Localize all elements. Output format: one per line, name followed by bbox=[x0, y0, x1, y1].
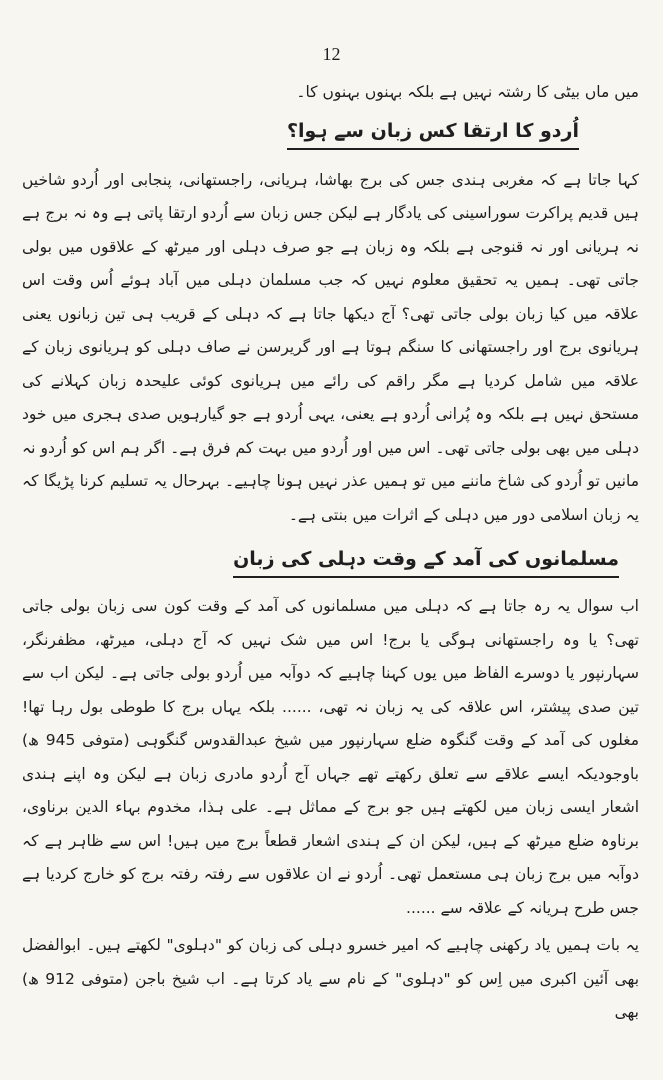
section-2-paragraph-2: یہ بات ہمیں یاد رکھنی چاہیے کہ امیر خسرو دہلی کی زبان کو "دہلوی" لکھتے ہیں۔ ابوالفضل بھی آئین اکبری میں اِس کو "دہلوی" کے نام سے یاد کرتا ہے۔ اب شیخ باجن (متوفی 912 ھ) بھی bbox=[22, 936, 640, 1021]
section-1-paragraph: کہا جاتا ہے کہ مغربی ہندی جس کی برج بھاشا، ہریانی، راجستھانی، پنجابی اور اُردو شاخیں ہیں قدیم پراکرت سوراسینی کی یادگار ہے لیکن جس زبان سے اُردو ارتقا پاتی ہے وہ نہ برج ہے نہ ہریانی اور نہ قنوجی ہے بلکہ وہ زبان ہے جو صرف دہلی اور میرٹھ کے علاقوں میں بولی جاتی تھی۔ ہمیں یہ تحقیق معلوم نہیں کہ جب مسلمان دہلی میں آباد ہوئے اُس وقت اس علاقہ میں کیا زبان بولی جاتی تھی؟ آج دیکھا جاتا ہے کہ دہلی کے قریب ہی تین زبانوں یعنی ہریانوی برج اور راجستھانی کا سنگم ہوتا ہے اور گریرسن نے صاف دہلی کو ہریانوی زبان کے علاقہ میں شامل کردیا ہے مگر راقم کی رائے میں ہریانوی کوئی علیحدہ زبان کہلانے کی مستحق نہیں ہے بلکہ وہ پُرانی اُردو ہے یعنی، یہی اُردو ہے جو گیارہویں صدی ہجری میں خود دہلی میں بھی بولی جاتی تھی۔ اس میں اور اُردو میں بہت کم فرق ہے۔ اگر ہم اس کو اُردو نہ مانیں تو اُردو کی شاخ ماننے میں تو ہمیں عذر نہیں ہونا چاہیے۔ بہرحال یہ تسلیم کرنا پڑیگا کہ یہ زبان اسلامی دور میں دہلی کے اثرات میں بنتی ہے۔ bbox=[22, 170, 639, 524]
section-1-heading-wrap bbox=[22, 116, 579, 150]
page-content bbox=[22, 76, 639, 1030]
section-2-heading: مسلمانوں کی آمد کے وقت دہلی کی زبان bbox=[233, 544, 619, 578]
section-1-heading: اُردو کا ارتقا کس زبان سے ہوا؟ bbox=[287, 116, 579, 150]
page-number: 12 bbox=[322, 44, 341, 64]
section-2-heading-wrap bbox=[22, 544, 619, 578]
section-2-paragraph-1: اب سوال یہ رہ جاتا ہے کہ دہلی میں مسلمانوں کی آمد کے وقت کون سی زبان بولی جاتی تھی؟ یا وہ راجستھانی ہوگی یا برج! اس میں شک نہیں کہ آج دہلی، میرٹھ، مظفرنگر، سہارنپور یا دوسرے الفاظ میں یوں کہنا چاہیے کہ دوآبہ میں اُردو بولی جاتی ہے۔ لیکن اب سے تین صدی پیشتر، اس علاقہ کی یہ زبان نہ تھی، ...... بلکہ یہاں برج کا طوطی بول رہا تھا! مغلوں کی آمد کے وقت گنگوہ ضلع سہارنپور میں شیخ عبدالقدوس گنگوہی (متوفی 945 ھ) باوجودیکہ ایسے علاقے سے تعلق رکھتے تھے جہاں آج اُردو مادری زبان ہے لیکن وہ اپنے ہندی اشعار ایسی زبان میں لکھتے ہیں جو برج کے مماثل ہے۔ علی ہذا، مخدوم بہاء الدین برناوی، برناوہ ضلع میرٹھ کے ہیں، لیکن ان کے ہندی اشعار قطعاً برج میں ہیں! اس سے ظاہر ہے کہ دوآبہ میں برج زبان ہی مستعمل تھی۔ اُردو نے ان علاقوں سے رفتہ رفتہ برج کو خارج کردیا ہے جس طرح ہریانہ کے علاقہ سے ...... bbox=[22, 597, 640, 917]
intro-text: میں ماں بیٹی کا رشتہ نہیں ہے بلکہ بہنوں بہنوں کا۔ bbox=[296, 83, 639, 101]
